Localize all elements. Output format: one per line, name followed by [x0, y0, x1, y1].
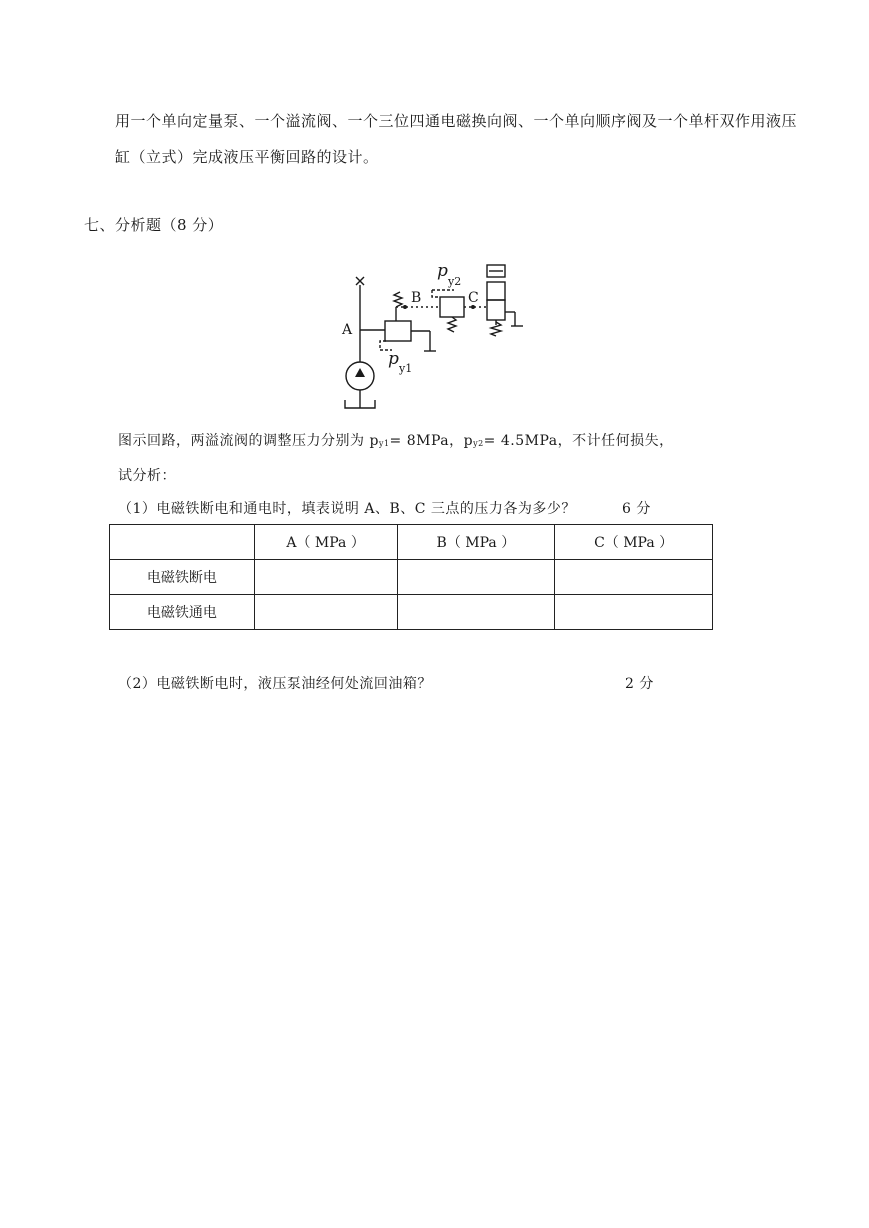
intro-line2: 试分析：	[118, 468, 176, 484]
question1-points: 6 分	[622, 501, 651, 517]
table-header-cell	[110, 525, 255, 560]
answer-table	[109, 524, 713, 630]
answer-cell[interactable]	[254, 560, 397, 595]
py1-subscript: y1	[399, 362, 413, 375]
design-task-line2: 缸（立式）完成液压平衡回路的设计。	[115, 148, 379, 166]
answer-cell[interactable]	[397, 595, 555, 630]
table-header-cell: C（ MPa ）	[555, 525, 713, 560]
table-row	[110, 595, 713, 630]
answer-cell[interactable]	[555, 595, 713, 630]
design-task-line1: 用一个单向定量泵、一个溢流阀、一个三位四通电磁换向阀、一个单向顺序阀及一个单杆双作用液压	[115, 112, 798, 130]
question2-text: （2）电磁铁断电时，液压泵油经何处流回油箱？	[118, 676, 432, 692]
answer-cell[interactable]	[555, 560, 713, 595]
table-header-row	[110, 525, 713, 560]
table-header-cell: B（ MPa ）	[397, 525, 555, 560]
label-b: B	[411, 290, 422, 306]
question1-text: （1）电磁铁断电和通电时，填表说明 A、B、C 三点的压力各为多少？	[118, 501, 576, 517]
hydraulic-circuit-diagram	[330, 260, 540, 415]
label-a: A	[342, 322, 353, 338]
label-c: C	[468, 290, 479, 306]
answer-cell[interactable]	[397, 560, 555, 595]
py2-label: p	[437, 261, 448, 281]
table-row	[110, 560, 713, 595]
section-heading: 七、分析题（8 分）	[84, 216, 224, 234]
py1-label: p	[388, 349, 399, 369]
table-header-cell: A（ MPa ）	[254, 525, 397, 560]
row-label: 电磁铁断电	[110, 560, 255, 595]
py2-subscript: y2	[448, 275, 462, 288]
intro-line1: 图示回路，两溢流阀的调整压力分别为 py1= 8MPa，py2= 4.5MPa，不计任何损失，	[118, 433, 674, 449]
answer-cell[interactable]	[254, 595, 397, 630]
row-label: 电磁铁通电	[110, 595, 255, 630]
question2-points: 2 分	[625, 676, 654, 692]
